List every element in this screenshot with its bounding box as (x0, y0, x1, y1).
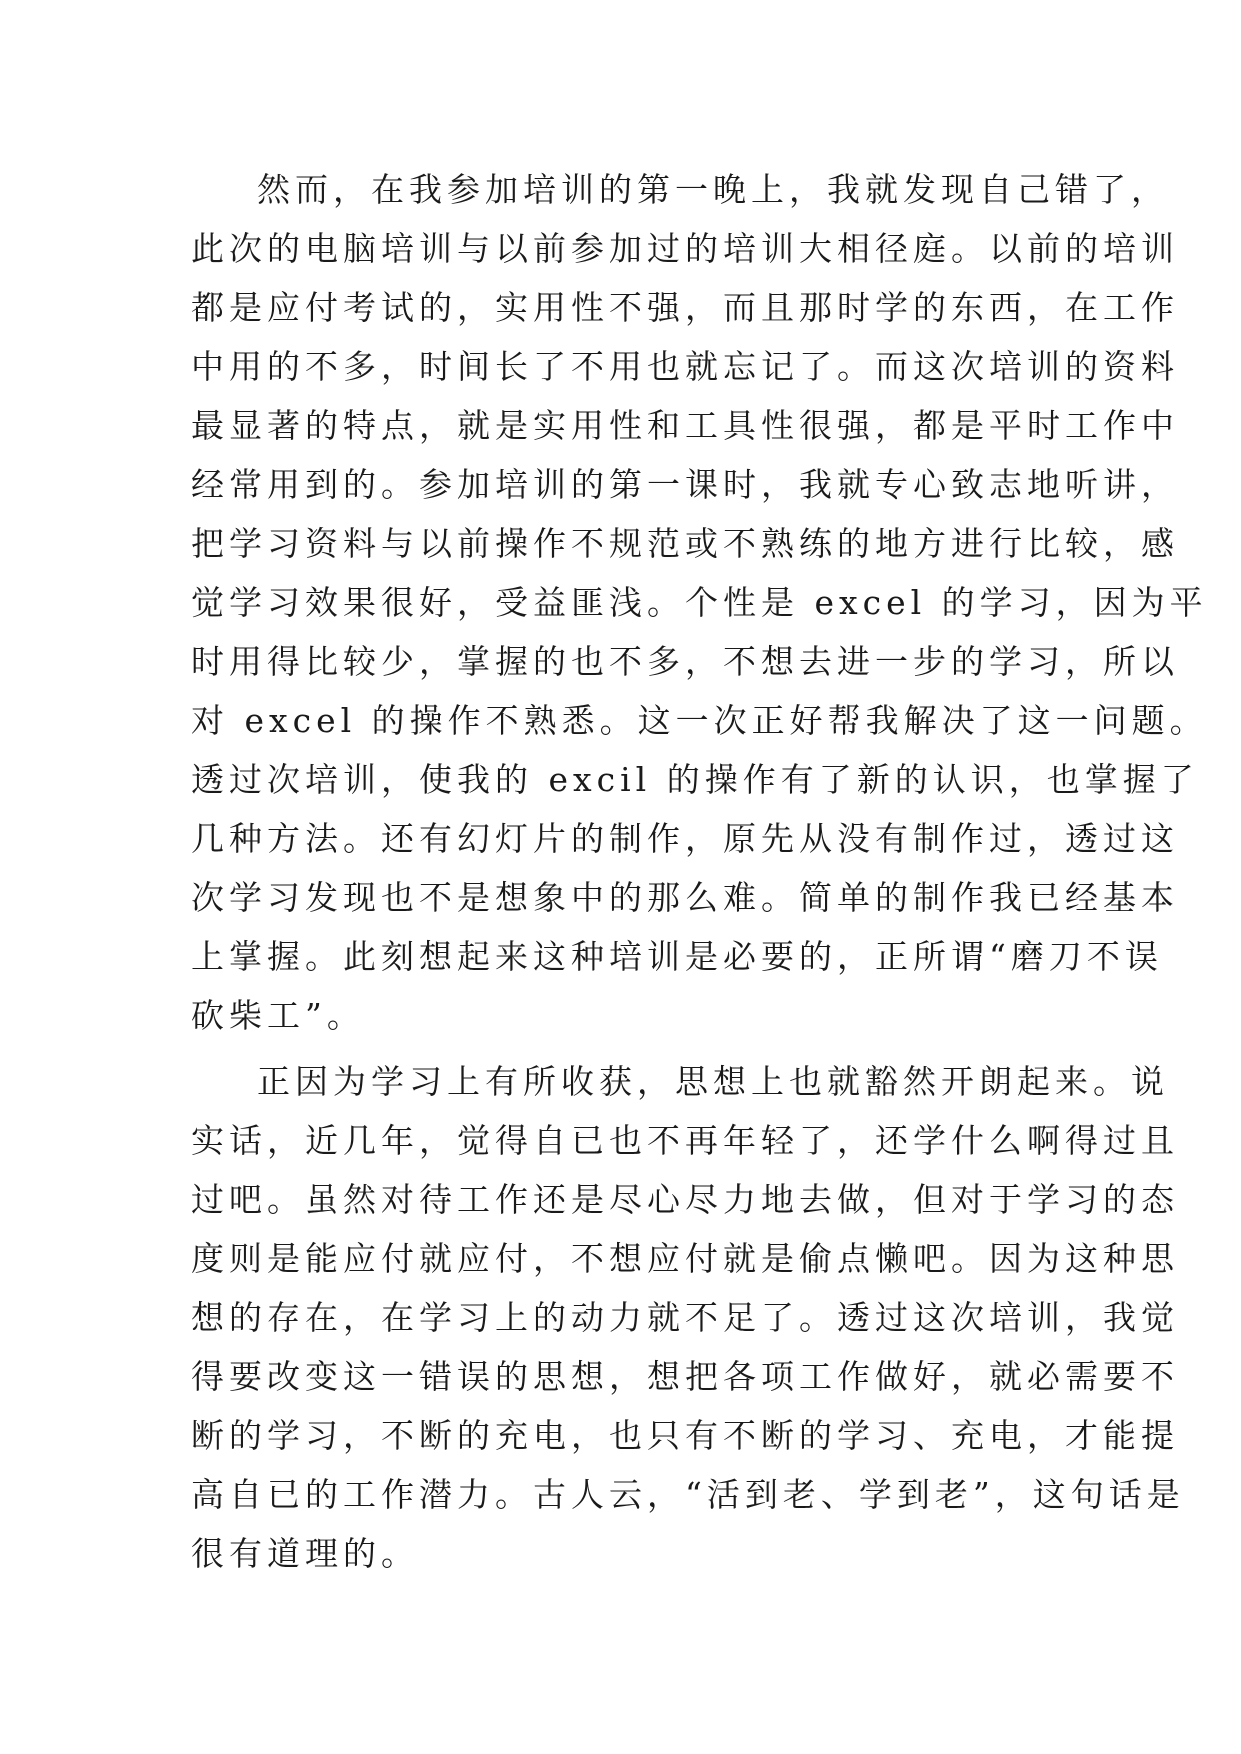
text-line: 都是应付考试的，实用性不强，而且那时学的东西，在工作 (191, 288, 1179, 327)
text-line: 过吧。虽然对待工作还是尽心尽力地去做，但对于学习的态 (191, 1180, 1179, 1219)
text-line: 很有道理的。 (191, 1534, 419, 1573)
text-line: 把学习资料与以前操作不规范或不熟练的地方进行比较，感 (191, 524, 1179, 563)
paragraph-1 (191, 160, 1208, 1045)
text-line: 得要改变这一错误的思想，想把各项工作做好，就必需要不 (191, 1357, 1179, 1396)
text-line: 砍柴工”。 (191, 996, 365, 1035)
text-line: 断的学习，不断的充电，也只有不断的学习、充电，才能提 (191, 1416, 1179, 1455)
text-line: 对 excel 的操作不熟悉。这一次正好帮我解决了这一问题。 (191, 701, 1208, 740)
document-body (191, 160, 1208, 1590)
text-line: 实话，近几年，觉得自已也不再年轻了，还学什么啊得过且 (191, 1121, 1179, 1160)
text-line: 然而，在我参加培训的第一晚上，我就发现自己错了， (257, 170, 1169, 209)
text-line: 最显著的特点，就是实用性和工具性很强，都是平时工作中 (191, 406, 1179, 445)
paragraph-2 (191, 1052, 1185, 1583)
text-line: 上掌握。此刻想起来这种培训是必要的，正所谓“磨刀不误 (191, 937, 1163, 976)
text-line: 经常用到的。参加培训的第一课时，我就专心致志地听讲， (191, 465, 1179, 504)
text-line: 觉学习效果很好，受益匪浅。个性是 excel 的学习，因为平 (191, 583, 1208, 622)
text-line: 度则是能应付就应付，不想应付就是偷点懒吧。因为这种思 (191, 1239, 1179, 1278)
text-line: 时用得比较少，掌握的也不多，不想去进一步的学习，所以 (191, 642, 1179, 681)
text-line: 正因为学习上有所收获，思想上也就豁然开朗起来。说 (257, 1062, 1169, 1101)
text-line: 高自已的工作潜力。古人云，“活到老、学到老”，这句话是 (191, 1475, 1185, 1514)
text-line: 透过次培训，使我的 excil 的操作有了新的认识，也掌握了 (191, 760, 1199, 799)
text-line: 此次的电脑培训与以前参加过的培训大相径庭。以前的培训 (191, 229, 1179, 268)
text-line: 几种方法。还有幻灯片的制作，原先从没有制作过，透过这 (191, 819, 1179, 858)
text-line: 想的存在，在学习上的动力就不足了。透过这次培训，我觉 (191, 1298, 1179, 1337)
text-line: 中用的不多，时间长了不用也就忘记了。而这次培训的资料 (191, 347, 1179, 386)
text-line: 次学习发现也不是想象中的那么难。简单的制作我已经基本 (191, 878, 1179, 917)
